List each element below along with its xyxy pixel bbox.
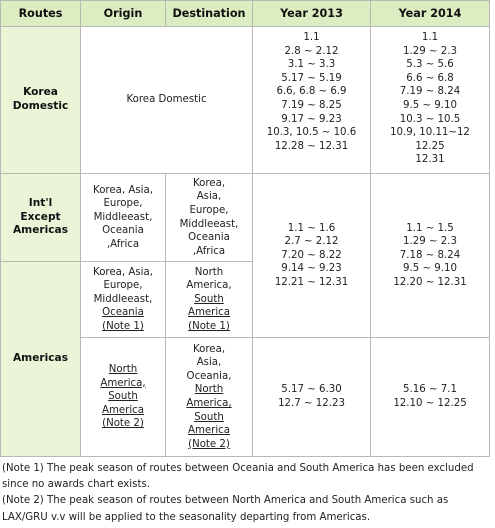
date-range: 1.1 ~ 1.5 <box>406 222 454 234</box>
korea-domestic-text: Korea Domestic <box>126 94 207 106</box>
region-link[interactable]: South <box>194 293 224 305</box>
region-link[interactable]: America, <box>186 398 232 409</box>
note-1-link[interactable]: (Note 1) <box>102 320 144 332</box>
region-line: Oceania <box>102 225 144 237</box>
region-link[interactable]: America, <box>100 377 146 389</box>
date-range: 1.29 ~ 2.3 <box>403 45 457 57</box>
date-range: 5.17 ~ 5.19 <box>281 72 342 84</box>
date-range: 1.1 <box>303 32 320 43</box>
americas-destination-2 <box>166 338 253 457</box>
region-line: ,Africa <box>192 245 226 257</box>
region-line: Asia, <box>196 357 222 369</box>
date-range: 5.17 ~ 6.30 <box>281 384 342 396</box>
route-label-line: Int'l <box>28 197 53 210</box>
route-label-line: Americas <box>12 352 68 365</box>
date-range: 12.28 ~ 12.31 <box>274 140 349 152</box>
date-range: 6.6 ~ 6.8 <box>406 72 454 84</box>
region-line: Europe, <box>103 198 143 210</box>
date-range: 6.6, 6.8 ~ 6.9 <box>276 86 347 98</box>
region-link[interactable]: America <box>187 425 231 437</box>
intl-2014 <box>371 174 490 338</box>
header-destination: Destination <box>166 1 253 27</box>
region-line: ,Africa <box>106 238 140 250</box>
table-row-intl-except-americas <box>1 174 490 262</box>
route-label-line: Korea <box>23 86 58 99</box>
americas-2014 <box>371 338 490 457</box>
region-link[interactable]: America <box>101 404 145 416</box>
header-routes: Routes <box>1 1 81 27</box>
intl-2013 <box>253 174 371 338</box>
region-link[interactable]: South <box>108 391 138 403</box>
region-line: Europe, <box>103 280 143 292</box>
route-intl-except-americas <box>1 174 81 262</box>
americas-destination-1 <box>166 262 253 338</box>
intl-origin <box>81 174 166 262</box>
note-2-link[interactable]: (Note 2) <box>188 438 230 450</box>
date-range: 7.19 ~ 8.24 <box>399 86 461 98</box>
date-range: 10.9, 10.11~12 <box>390 127 470 139</box>
region-link[interactable]: Oceania <box>102 307 144 319</box>
header-year-2013: Year 2013 <box>253 1 371 27</box>
date-range: 12.25 <box>415 140 445 152</box>
region-line: Korea, Asia, <box>93 184 153 196</box>
date-range: 9.5 ~ 9.10 <box>403 263 457 275</box>
route-label-line: Americas <box>12 224 68 237</box>
korea-domestic-2013 <box>253 27 371 174</box>
date-range: 9.14 ~ 9.23 <box>281 263 342 275</box>
region-line: Middleeast, <box>93 211 153 223</box>
region-line: Oceania <box>188 232 230 244</box>
region-link[interactable]: North <box>108 364 138 376</box>
date-range: 1.29 ~ 2.3 <box>403 236 457 248</box>
date-range: 1.1 <box>421 32 439 43</box>
region-line: America, <box>186 280 232 292</box>
date-range: 12.10 ~ 12.25 <box>393 398 467 409</box>
korea-domestic-origin-destination <box>81 27 253 174</box>
korea-domestic-2014 <box>371 27 490 174</box>
americas-2013 <box>253 338 371 457</box>
route-korea-domestic <box>1 27 81 174</box>
route-americas <box>1 262 81 457</box>
note-1-text: (Note 1) The peak season of routes between Oceania and South America has been excluded since no awards chart exists. <box>2 463 474 491</box>
route-label-line: Domestic <box>12 100 69 112</box>
note-2-link[interactable]: (Note 2) <box>102 418 144 430</box>
region-line: Korea, Asia, <box>93 266 153 278</box>
intl-destination <box>166 174 253 262</box>
region-line: Oceania, <box>186 370 232 382</box>
footnotes <box>0 457 488 526</box>
table-row-korea-domestic <box>1 27 490 174</box>
date-range: 7.20 ~ 8.22 <box>281 249 342 261</box>
region-line: Korea, <box>192 343 226 355</box>
date-range: 5.3 ~ 5.6 <box>406 59 454 71</box>
date-range: 2.7 ~ 2.12 <box>284 236 339 248</box>
region-link[interactable]: North <box>194 384 224 396</box>
region-link[interactable]: America <box>187 307 231 319</box>
date-range: 7.18 ~ 8.24 <box>399 249 461 261</box>
date-range: 9.17 ~ 9.23 <box>281 113 342 125</box>
date-range: 1.1 ~ 1.6 <box>287 222 336 234</box>
route-label-line: Except <box>20 210 61 223</box>
date-range: 9.5 ~ 9.10 <box>403 99 457 111</box>
header-origin: Origin <box>81 1 166 27</box>
date-range: 10.3 ~ 10.5 <box>399 113 461 125</box>
region-link[interactable]: South <box>194 411 224 423</box>
date-range: 2.8 ~ 2.12 <box>284 45 339 57</box>
region-line: Europe, <box>189 204 229 216</box>
americas-origin-2 <box>81 338 166 457</box>
region-line: Middleeast, <box>179 218 239 230</box>
date-range: 7.19 ~ 8.25 <box>281 99 342 111</box>
region-line: Asia, <box>196 191 222 203</box>
header-row <box>1 1 490 27</box>
note-1-link[interactable]: (Note 1) <box>188 320 230 332</box>
header-year-2014: Year 2014 <box>371 1 490 27</box>
date-range: 12.20 ~ 12.31 <box>393 276 467 288</box>
date-range: 10.3, 10.5 ~ 10.6 <box>266 127 357 139</box>
date-range: 12.7 ~ 12.23 <box>278 398 345 409</box>
date-range: 12.21 ~ 12.31 <box>274 276 349 288</box>
date-range: 12.31 <box>415 154 445 166</box>
americas-origin-1 <box>81 262 166 338</box>
note-2-text: (Note 2) The peak season of routes between North America and South America such as LAX/GRU v.v will be applied to the seasonality departing from Americas. <box>2 495 449 523</box>
region-line: Korea, <box>192 177 226 189</box>
region-line: Middleeast, <box>93 293 153 305</box>
date-range: 5.16 ~ 7.1 <box>403 384 457 396</box>
date-range: 3.1 ~ 3.3 <box>287 59 336 71</box>
region-line: North <box>194 266 224 278</box>
